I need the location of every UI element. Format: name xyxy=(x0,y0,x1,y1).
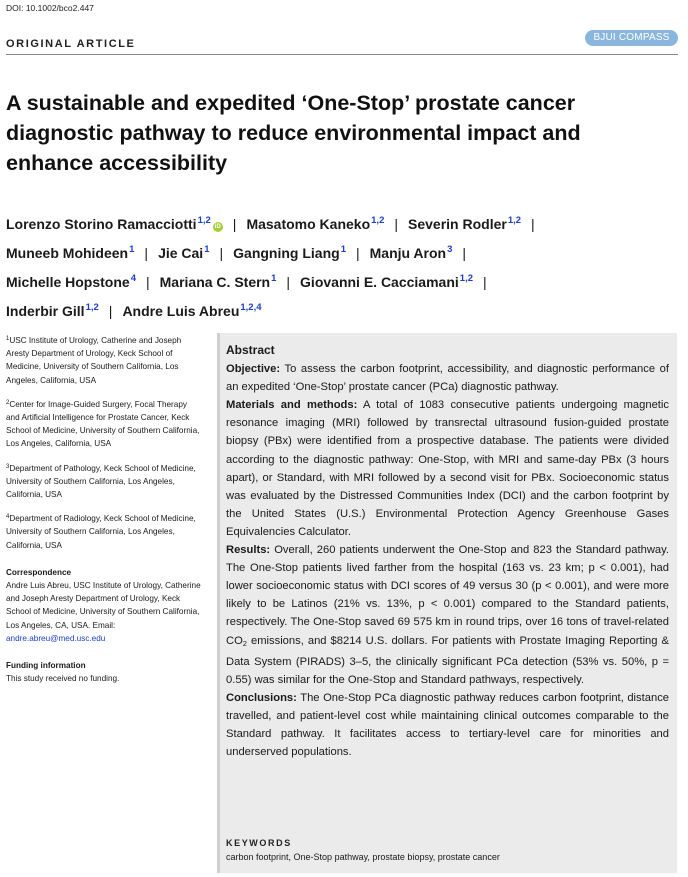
abstract-accent-bar xyxy=(217,333,220,873)
author-list xyxy=(6,208,676,324)
author-line-3 xyxy=(6,266,676,295)
affiliation: $^4$Department of Radiology, Keck School of Medicine, University of Southern California, Los Angeles, California, USA xyxy=(6,514,196,550)
author-affiliation[interactable]: 3 xyxy=(447,244,453,255)
author[interactable]: Jie Cai$^1$ xyxy=(158,244,210,261)
author[interactable]: Manju Aron$^3$ xyxy=(369,244,453,261)
author[interactable]: Giovanni E. Cacciamani$^{1,2}$ xyxy=(300,273,473,290)
sidebar-info xyxy=(6,333,202,695)
abstract-objective: Objective: To assess the carbon footprint, accessibility, and diagnostic performance of an expedited ‘One-Stop’ prostate cancer (PCa) diagnostic pathway. xyxy=(226,363,669,394)
author[interactable]: Inderbir Gill$^{1,2}$ xyxy=(6,302,99,319)
author-affiliation[interactable]: 1 xyxy=(129,244,135,255)
author-affiliation[interactable]: 1 xyxy=(204,244,210,255)
author-separator: | xyxy=(144,245,149,261)
author-affiliation[interactable]: 1 xyxy=(340,244,346,255)
author-affiliation[interactable]: 1,2 xyxy=(197,215,211,226)
author-separator: | xyxy=(286,274,291,290)
author-separator: | xyxy=(394,216,398,232)
affiliation-number: 4 xyxy=(6,514,10,521)
author-separator: | xyxy=(462,245,467,261)
author-line-1 xyxy=(6,208,676,237)
header-divider xyxy=(6,54,678,55)
author-line-2 xyxy=(6,237,676,266)
author[interactable]: Muneeb Mohideen$^1$ xyxy=(6,244,135,261)
author-separator: | xyxy=(145,274,150,290)
funding-heading: Funding information xyxy=(6,661,86,671)
keywords-heading: KEYWORDS xyxy=(226,838,292,848)
author-separator: | xyxy=(108,303,113,319)
abstract xyxy=(226,341,669,761)
author[interactable]: Michelle Hopstone$^4$ xyxy=(6,273,136,290)
author-separator: | xyxy=(531,216,535,232)
author-affiliation[interactable]: 1,2 xyxy=(371,215,385,226)
author-separator: | xyxy=(355,245,360,261)
author[interactable]: Gangning Liang$^1$ xyxy=(233,244,346,261)
affiliation-number: 3 xyxy=(6,463,10,470)
correspondence-text: Andre Luis Abreu, USC Institute of Urology, Catherine and Joseph Aresty Department of Urology, Keck School of Medicine, University of Southern California, Los Angeles, CA, USA. Email: andre.abreu@med.usc.edu xyxy=(6,581,201,643)
author-affiliation[interactable]: 1,2,4 xyxy=(240,302,262,313)
affiliation: $^2$Center for Image-Guided Surgery, Focal Therapy and Artificial Intelligence for Prostate Cancer, Keck School of Medicine, University of Southern California, Los Angeles, California, USA xyxy=(6,399,200,449)
affiliation-number: 2 xyxy=(6,399,10,406)
doi[interactable]: DOI: 10.1002/bco2.447 xyxy=(6,3,94,13)
abstract-heading: Abstract xyxy=(226,343,275,357)
orcid-icon[interactable]: iD xyxy=(214,224,221,230)
author[interactable]: Severin Rodler$^{1,2}$ xyxy=(408,215,522,232)
article-title: A sustainable and expedited ‘One-Stop’ prostate cancer diagnostic pathway to reduce environmental impact and enhance accessibility xyxy=(6,91,581,175)
affiliation: $^3$Department of Pathology, Keck School of Medicine, University of Southern California, Los Angeles, California, USA xyxy=(6,463,196,500)
author[interactable]: Andre Luis Abreu$^{1,2,4}$ xyxy=(122,302,262,319)
author-separator: | xyxy=(232,216,237,232)
affiliation-number: 1 xyxy=(6,336,10,342)
author-affiliation[interactable]: 1,2 xyxy=(507,215,522,226)
author[interactable]: Masatomo Kaneko$^{1,2}$ xyxy=(246,215,385,232)
author[interactable]: Mariana C. Stern$^1$ xyxy=(159,273,277,290)
abstract-results: Results: Overall, 260 patients underwent the One-Stop and 823 the Standard pathway. The One-Stop patients lived farther from the hospital (163 vs. 23 km; p < 0.001), had lower socioeconomic status with DCI scores of 49 versus 30 (p < 0.001), and were more likely to be Latinos (21% vs. 13%, p < 0.001) compared to the Standard patients, respectively. The One-Stop saved 69 575 km in round trips, over 16 tons of travel-related $CO_2$ emissions, and $8214 U.S. dollars. For patients with Prostate Imaging Reporting & Data System (PIRADS) 3–5, the clinically significant PCa detection (53% vs. 50%, p = 0.55) was similar for the One-Stop and Standard pathways, respectively. xyxy=(226,544,670,686)
keywords-list: carbon footprint, One-Stop pathway, prostate biopsy, prostate cancer xyxy=(226,852,500,862)
author-affiliation[interactable]: 1 xyxy=(271,273,277,284)
abstract-methods: Materials and methods: A total of 1083 consecutive patients undergoing magnetic resonance imaging (MRI) followed by transrectal ultrasound fusion-guided prostate biopsy (PBx) were identified from a prospective database. The patients were divided according to the diagnostic pathway: One-Stop, with MRI and same-day PBx (3 hours apart), or Standard, with MRI followed by a second visit for PBx. Socioeconomic status was evaluated by the Distressed Communities Index (DCI) and the carbon footprint by the United States (U.S.) Environmental Protection Agency Greenhouse Gases Equivalencies Calculator. xyxy=(226,399,669,538)
correspondence-heading: Correspondence xyxy=(6,567,72,577)
abstract-conclusions: Conclusions: The One-Stop PCa diagnostic pathway reduces carbon footprint, distance travelled, and patient-level cost while maintaining clinical outcomes comparable to the Standard pathway. It facilitates access to tertiary-level care for minorities and underserved populations. xyxy=(226,691,670,759)
author-affiliation[interactable]: 4 xyxy=(130,273,136,284)
funding-text: This study received no funding. xyxy=(6,674,120,684)
journal-badge[interactable]: BJUI COMPASS xyxy=(585,30,678,46)
affiliation: $^1$USC Institute of Urology, Catherine and Joseph Aresty Department of Urology, Keck School of Medicine, University of Southern California, Los Angeles, California, USA xyxy=(6,336,182,385)
author-affiliation[interactable]: 1,2 xyxy=(85,302,99,313)
correspondence-email-link[interactable]: andre.abreu@med.usc.edu xyxy=(6,633,106,643)
author-separator: | xyxy=(483,274,487,290)
author-separator: | xyxy=(219,245,224,261)
author[interactable]: Lorenzo Storino Ramacciotti$^{1,2}$iD xyxy=(6,215,221,232)
author-line-4 xyxy=(6,295,676,324)
article-type-label: ORIGINAL ARTICLE xyxy=(6,38,136,50)
author-affiliation[interactable]: 1,2 xyxy=(459,273,473,284)
